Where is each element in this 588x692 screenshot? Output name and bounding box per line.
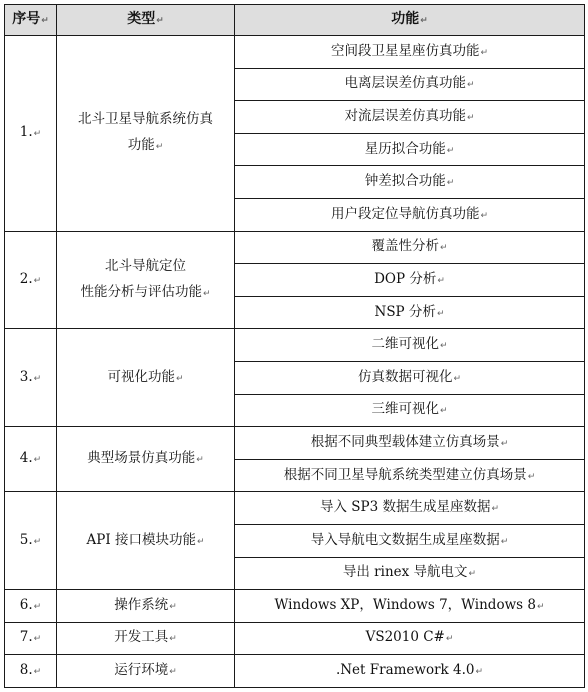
- function-text: 电离层误差仿真功能: [344, 75, 466, 92]
- function-text: .Net Framework 4.0: [335, 662, 475, 679]
- function-table: [4, 4, 585, 688]
- type-text: 操作系统: [114, 596, 169, 613]
- type-label: [61, 279, 230, 307]
- paragraph-mark-icon: ↵: [439, 406, 448, 417]
- paragraph-mark-icon: ↵: [156, 16, 164, 26]
- header-function: [235, 5, 585, 36]
- paragraph-mark-icon: ↵: [33, 536, 42, 547]
- function-text: 空间段卫星星座仿真功能: [330, 42, 480, 59]
- function-cell: [235, 361, 585, 394]
- function-text: 二维可视化: [371, 336, 439, 353]
- row-index-cell: [5, 590, 57, 623]
- paragraph-mark-icon: ↵: [445, 634, 454, 645]
- function-text: 星历拟合功能: [364, 140, 446, 157]
- type-cell: [57, 231, 235, 329]
- paragraph-mark-icon: ↵: [468, 569, 477, 580]
- paragraph-mark-icon: ↵: [33, 275, 42, 286]
- table-row: [5, 427, 585, 460]
- row-index: 8.: [19, 662, 33, 679]
- function-text: 导出 rinex 导航电文: [342, 564, 468, 581]
- paragraph-mark-icon: ↵: [466, 112, 475, 123]
- paragraph-mark-icon: ↵: [436, 308, 445, 319]
- paragraph-mark-icon: ↵: [169, 634, 177, 645]
- function-cell: [235, 133, 585, 166]
- type-label: [61, 132, 230, 160]
- paragraph-mark-icon: ↵: [500, 536, 509, 547]
- function-cell: [235, 296, 585, 329]
- function-cell: [235, 68, 585, 101]
- header-type: [57, 5, 235, 36]
- row-index: 3.: [19, 368, 33, 385]
- header-index: [5, 5, 57, 36]
- function-cell: [235, 394, 585, 427]
- function-cell: [235, 36, 585, 69]
- paragraph-mark-icon: ↵: [439, 243, 448, 254]
- type-text: 可视化功能: [107, 368, 175, 385]
- function-text: 根据不同典型载体建立仿真场景: [310, 433, 500, 450]
- type-cell: [57, 492, 235, 590]
- header-row: [5, 5, 585, 36]
- type-text: 北斗导航定位: [105, 257, 186, 274]
- function-cell: [235, 622, 585, 655]
- type-label: [61, 527, 230, 555]
- header-index-label: 序号: [12, 11, 41, 27]
- function-cell: [235, 590, 585, 623]
- header-type-label: 类型: [127, 11, 156, 27]
- paragraph-mark-icon: ↵: [33, 601, 42, 612]
- row-index: 2.: [19, 270, 33, 287]
- type-cell: [57, 329, 235, 427]
- function-cell: [235, 524, 585, 557]
- row-index-cell: [5, 492, 57, 590]
- function-cell: [235, 557, 585, 590]
- row-index-cell: [5, 36, 57, 232]
- row-index-cell: [5, 655, 57, 688]
- function-text: 用户段定位导航仿真功能: [330, 205, 480, 222]
- row-index: 4.: [19, 450, 33, 467]
- function-cell: [235, 655, 585, 688]
- paragraph-mark-icon: ↵: [491, 504, 500, 515]
- type-text: 性能分析与评估功能: [80, 283, 202, 300]
- function-cell: [235, 427, 585, 460]
- type-text: 典型场景仿真功能: [87, 450, 196, 467]
- function-text: 钟差拟合功能: [364, 173, 446, 190]
- type-label: [61, 624, 230, 652]
- function-text: 对流层误差仿真功能: [344, 107, 466, 124]
- type-cell: [57, 36, 235, 232]
- paragraph-mark-icon: ↵: [439, 341, 448, 352]
- paragraph-mark-icon: ↵: [202, 288, 211, 299]
- function-cell: [235, 459, 585, 492]
- paragraph-mark-icon: ↵: [169, 667, 177, 678]
- paragraph-mark-icon: ↵: [196, 536, 205, 547]
- type-cell: [57, 427, 235, 492]
- table-row: [5, 329, 585, 362]
- row-index: 6.: [19, 596, 33, 613]
- function-text: 导入导航电文数据生成星座数据: [310, 531, 500, 548]
- table-row: [5, 231, 585, 264]
- function-text: 仿真数据可视化: [357, 368, 453, 385]
- table-row: [5, 590, 585, 623]
- paragraph-mark-icon: ↵: [33, 455, 42, 466]
- paragraph-mark-icon: ↵: [466, 80, 475, 91]
- type-text: 运行环境: [114, 662, 169, 679]
- paragraph-mark-icon: ↵: [480, 47, 489, 58]
- row-index: 1.: [19, 124, 33, 141]
- function-text: DOP 分析: [374, 270, 437, 287]
- paragraph-mark-icon: ↵: [169, 601, 177, 612]
- row-index-cell: [5, 622, 57, 655]
- paragraph-mark-icon: ↵: [437, 275, 445, 286]
- paragraph-mark-icon: ↵: [500, 438, 509, 449]
- function-cell: [235, 264, 585, 297]
- function-cell: [235, 198, 585, 231]
- type-label: [61, 364, 230, 392]
- function-text: 导入 SP3 数据生成星座数据: [319, 499, 491, 516]
- paragraph-mark-icon: ↵: [420, 16, 428, 26]
- type-label: [61, 445, 230, 473]
- table-body: [5, 36, 585, 688]
- type-label: [61, 657, 230, 685]
- type-label: [61, 253, 230, 279]
- table-row: [5, 36, 585, 69]
- paragraph-mark-icon: ↵: [480, 210, 489, 221]
- table-row: [5, 492, 585, 525]
- paragraph-mark-icon: ↵: [33, 634, 42, 645]
- table-row: [5, 655, 585, 688]
- function-text: NSP 分析: [374, 303, 436, 320]
- paragraph-mark-icon: ↵: [33, 667, 42, 678]
- function-text: 三维可视化: [371, 401, 439, 418]
- paragraph-mark-icon: ↵: [175, 373, 184, 384]
- type-text: 开发工具: [114, 629, 169, 646]
- header-function-label: 功能: [391, 11, 420, 27]
- type-cell: [57, 590, 235, 623]
- row-index-cell: [5, 329, 57, 427]
- table-row: [5, 622, 585, 655]
- row-index: 5.: [19, 531, 33, 548]
- row-index: 7.: [19, 629, 33, 646]
- type-label: [61, 106, 230, 132]
- paragraph-mark-icon: ↵: [527, 471, 536, 482]
- paragraph-mark-icon: ↵: [196, 455, 204, 466]
- function-cell: [235, 329, 585, 362]
- function-text: 根据不同卫星导航系统类型建立仿真场景: [283, 466, 527, 483]
- function-cell: [235, 492, 585, 525]
- paragraph-mark-icon: ↵: [33, 373, 42, 384]
- paragraph-mark-icon: ↵: [446, 178, 455, 189]
- type-label: [61, 592, 230, 620]
- type-text: API 接口模块功能: [86, 531, 196, 548]
- function-cell: [235, 231, 585, 264]
- paragraph-mark-icon: ↵: [41, 16, 49, 26]
- function-cell: [235, 166, 585, 199]
- function-text: VS2010 C#: [365, 629, 445, 646]
- function-cell: [235, 101, 585, 134]
- paragraph-mark-icon: ↵: [475, 667, 484, 678]
- paragraph-mark-icon: ↵: [155, 142, 164, 153]
- row-index-cell: [5, 427, 57, 492]
- type-text: 功能: [127, 137, 155, 154]
- type-text: 北斗卫星导航系统仿真: [78, 111, 213, 128]
- type-cell: [57, 622, 235, 655]
- paragraph-mark-icon: ↵: [453, 373, 462, 384]
- type-cell: [57, 655, 235, 688]
- paragraph-mark-icon: ↵: [536, 601, 545, 612]
- function-text: Windows XP，Windows 7，Windows 8: [274, 596, 536, 613]
- paragraph-mark-icon: ↵: [446, 145, 455, 156]
- function-text: 覆盖性分析: [371, 238, 439, 255]
- paragraph-mark-icon: ↵: [33, 129, 42, 140]
- row-index-cell: [5, 231, 57, 329]
